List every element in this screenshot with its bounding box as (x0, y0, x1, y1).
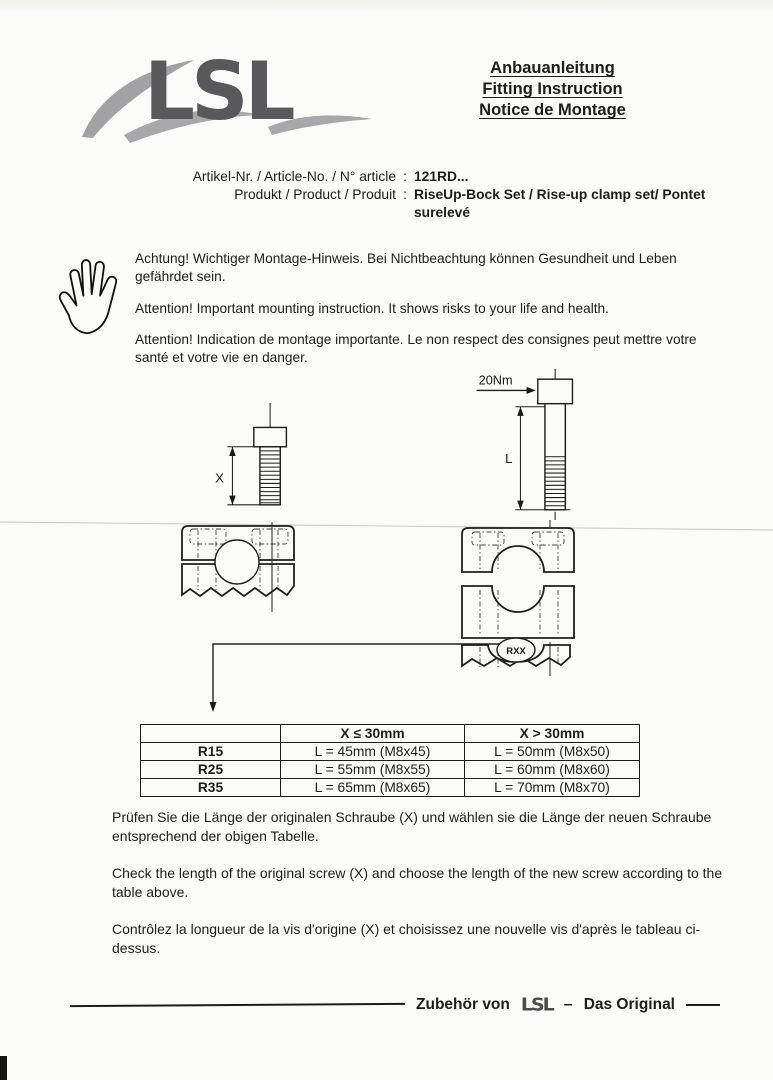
table-row (141, 761, 640, 779)
scan-crease (0, 515, 773, 535)
title-de: Anbauanleitung (490, 59, 615, 77)
article-number-value: 121RD... (414, 169, 469, 184)
r35-gt30-value: L = 70mm (M8x70) (465, 779, 640, 797)
table-row (141, 743, 640, 761)
separator-colon: : (403, 187, 407, 203)
product-value: RiseUp-Bock Set / Rise-up clamp set/ Pontet surelevé (414, 187, 706, 221)
instruction-en: Check the length of the original screw (X) and choose the length of the new screw according to the table above. (112, 865, 723, 900)
dimension-l-label: L (505, 450, 513, 466)
title-block (440, 58, 665, 121)
separator-colon: : (403, 169, 407, 184)
article-number-row (143, 168, 728, 186)
torque-label: 20Nm (478, 372, 513, 388)
instructions-block (112, 808, 726, 977)
instruction-fr: Contrôlez la longueur de la vis d'origine (X) et choisissez une nouvelle vis d'après le tableau ci-dessus. (112, 921, 701, 957)
r25-gt30-value: L = 60mm (M8x60) (465, 761, 640, 779)
row-name-r35: R35 (141, 779, 281, 797)
footer-text-post: Das Original (583, 996, 675, 1013)
r15-le30-value: L = 45mm (M8x45) (281, 743, 465, 761)
product-label: Produkt / Product / Produit (234, 187, 396, 203)
screw-new-figure (466, 369, 581, 520)
footer-lsl-logo: LSL (520, 994, 553, 1016)
footer-text-pre: Zubehör von (416, 996, 510, 1013)
warning-block (135, 250, 725, 381)
table-row (141, 779, 640, 797)
instruction-de: Prüfen Sie die Länge der originalen Schraube (X) und wählen sie die Länge der neuen Schraube entsprechend der obigen Tabelle. (112, 809, 712, 844)
product-row (143, 186, 728, 222)
screw-original-figure (213, 403, 315, 515)
table-header-row (141, 725, 640, 743)
article-number-label: Artikel-Nr. / Article-No. / N° article (192, 169, 396, 184)
row-name-r15: R15 (141, 743, 281, 761)
r25-le30-value: L = 55mm (M8x55) (281, 761, 465, 779)
hand-icon (56, 256, 132, 336)
warning-fr: Attention! Indication de montage importante. Le non respect des consignes peut mettre votre santé et votre vie en danger. (135, 332, 697, 366)
dimension-x-label: X (215, 470, 224, 486)
footer-rule-short (686, 1004, 720, 1006)
col-header-empty (141, 725, 281, 743)
footer-dash: – (563, 996, 573, 1013)
warning-de: Achtung! Wichtiger Montage-Hinweis. Bei Nichtbeachtung können Gesundheit und Leben gefährdet sein. (135, 251, 677, 285)
screw-length-table (140, 724, 639, 797)
scan-corner-mark (0, 1056, 7, 1080)
footer (70, 994, 720, 1016)
r35-le30-value: L = 65mm (M8x65) (281, 779, 465, 797)
article-block (143, 168, 728, 223)
leader-arrow (205, 638, 505, 720)
logo-wordmark: LSL (144, 45, 292, 138)
row-name-r25: R25 (141, 761, 281, 779)
title-en: Fitting Instruction (482, 80, 623, 98)
clamp-side-figure (180, 522, 298, 618)
warning-en: Attention! Important mounting instruction. It shows risks to your life and health. (135, 300, 609, 316)
col-header-x-le-30: X ≤ 30mm (281, 725, 465, 743)
lsl-logo (60, 25, 400, 147)
r15-gt30-value: L = 50mm (M8x50) (465, 743, 640, 761)
col-header-x-gt-30: X > 30mm (465, 725, 640, 743)
footer-rule (70, 1003, 405, 1007)
title-fr: Notice de Montage (479, 101, 626, 119)
clamp-size-badge: RXX (506, 646, 526, 657)
